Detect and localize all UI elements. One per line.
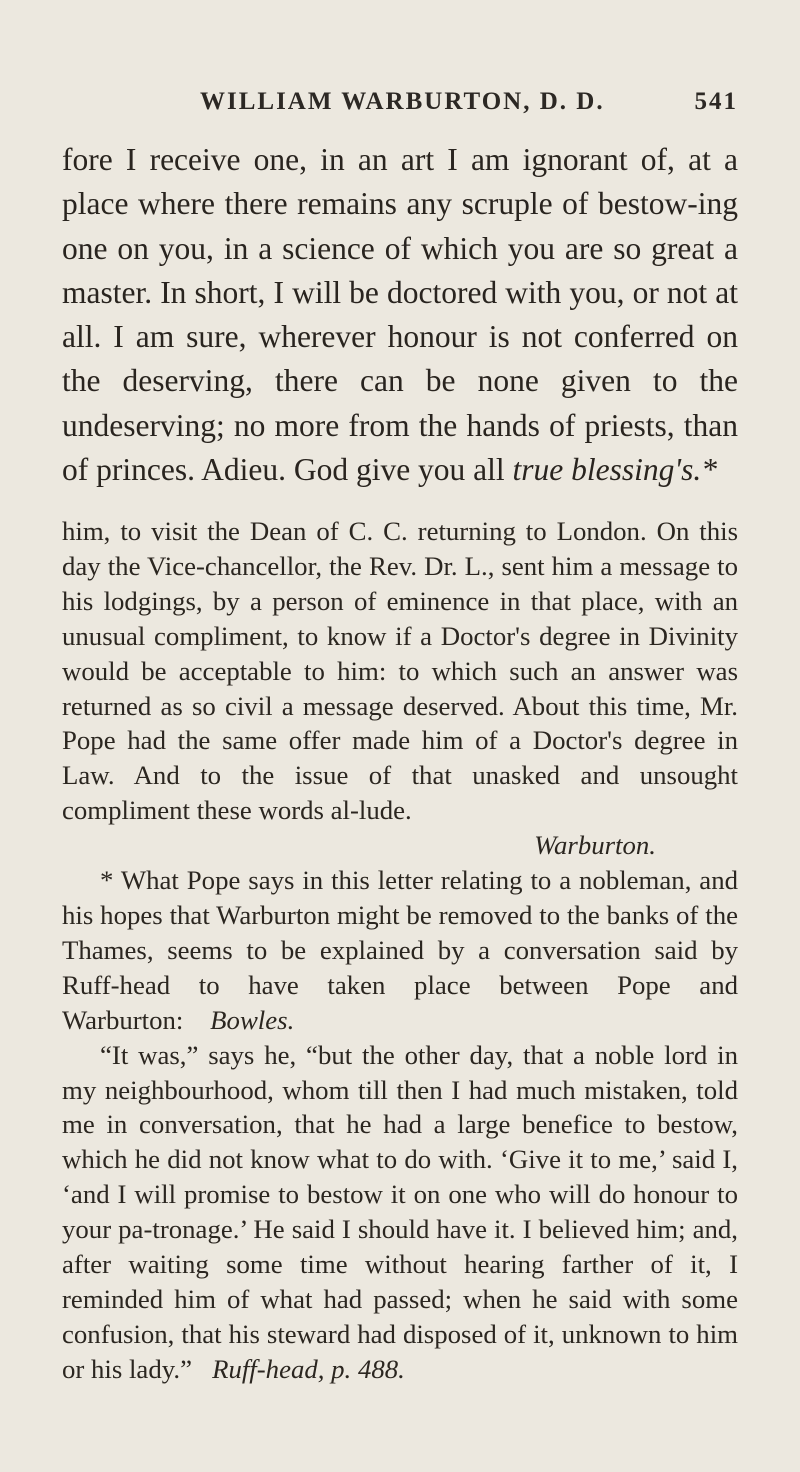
letter-text: fore I receive one, in an art I am ignorant of, at a place where there remains any scruple of bestow-ing one on you, in a science of which you are so great a master. In short, I will be doctored with you, or not at all. I am sure, wherever honour is not conferred on the deserving, there can be none given to the undeserving; no more from the hands of priests, than of princes. Adieu. God give you all [62,142,738,488]
footnote-continuation [62,514,738,863]
footnote-asterisk [62,863,738,1038]
footnote-text: “It was,” says he, “but the other day, that a noble lord in my neighbourhood, whom till then I had much mistaken, told me in conversation, that he had a large benefice to bestow, which he did not know what to do with. ‘Give it to me,’ said I, ‘and I will promise to bestow it on one who will do honour to your pa-tronage.’ He said I should have it. I believed him; and, after waiting some time without hearing farther of it, I reminded him of what had passed; when he said with some confusion, that his steward had disposed of it, unknown to him or his lady.” [62,1039,738,1384]
running-title: WILLIAM WARBURTON, D. D. [200,88,605,115]
footnote-text: * What Pope says in this letter relating to a nobleman, and his hopes that Warburton might be removed to the banks of the Thames, seems to be explained by a conversation said by Ruff-head to have taken place between Pope and Warburton: [62,865,738,1035]
running-header [200,88,738,128]
footnote-quotation [62,1038,738,1387]
footnote-source: Warburton. [534,830,656,861]
letter-paragraph [62,138,738,492]
letter-closing: true blessing's.* [512,452,718,488]
page-number: 541 [694,88,738,115]
footnotes [62,514,738,1387]
footnote-text: him, to visit the Dean of C. C. returning to London. On this day the Vice-chancellor, the Rev. Dr. L., sent him a message to his lodgings, by a person of eminence in that place, with an unusual compliment, to know if a Doctor's degree in Divinity would be acceptable to him: to which such an answer was returned as so civil a message deserved. About this time, Mr. Pope had the same offer made him of a Doctor's degree in Law. And to the issue of that unasked and unsought compliment these words al-lude. [62,516,738,826]
footnote-source: Bowles. [210,1004,295,1035]
letter-body [62,138,738,492]
footnote-source: Ruff-head, p. 488. [212,1353,405,1384]
